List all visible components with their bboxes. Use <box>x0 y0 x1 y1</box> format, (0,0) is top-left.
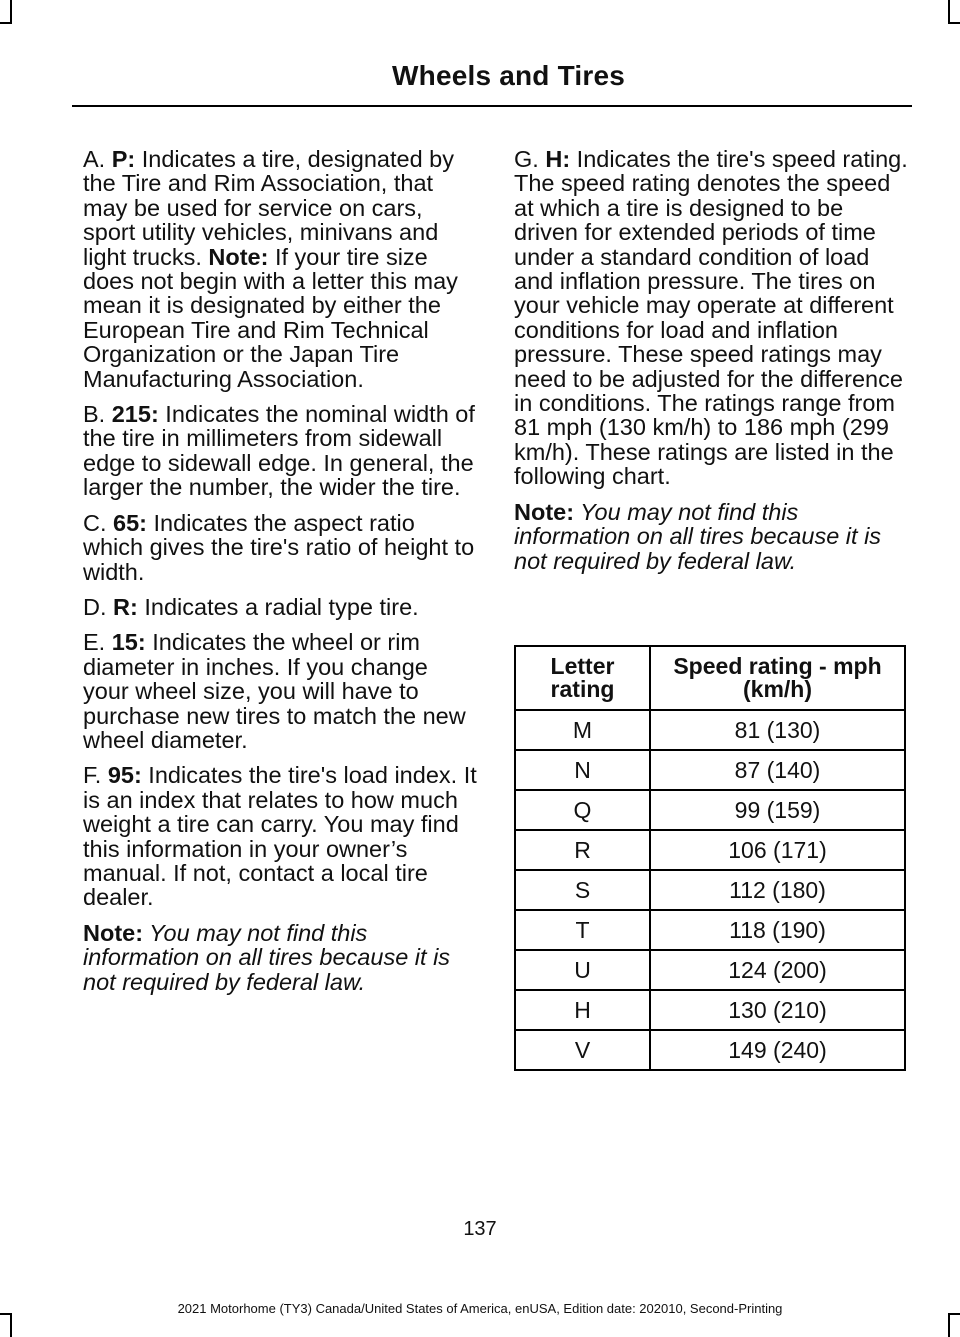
paragraph-c <box>83 511 478 584</box>
header-speed-rating: Speed rating - mph (km/h) <box>650 646 905 710</box>
crop-mark <box>10 0 12 22</box>
table-row <box>515 1030 905 1070</box>
inline-note-label: Note: <box>208 243 269 270</box>
item-text: Indicates the wheel or rim diameter in inches. If you change your wheel size, you will have to purchase new tires to match the new wheel diameter. <box>83 629 466 753</box>
paragraph-b <box>83 402 478 500</box>
item-key: R: <box>113 593 138 620</box>
item-text: Indicates the nominal width of the tire in millimeters from sidewall edge to sidewall edge. In general, the larger the number, the wider the tire. <box>83 401 475 501</box>
crop-mark <box>948 22 960 24</box>
left-note <box>83 921 478 994</box>
item-text: Indicates a tire, designated by the Tire and Rim Association, that may be used for service on cars, sport utility vehicles, minivans and light trucks. <box>83 146 454 270</box>
item-prefix: A. <box>83 146 112 172</box>
item-text: Indicates the tire's speed rating. The speed rating denotes the speed at which a tire is designed to be driven for extended periods of time under a standard condition of load and inflation pressure. The tires on your vehicle may operate at different conditions for load and inflation pressure. These speed ratings may need to be adjusted for the difference in conditions. The ratings range from 81 mph (130 km/h) to 186 mph (299 km/h). These ratings are listed in the following chart. <box>514 146 908 490</box>
crop-mark <box>948 0 950 22</box>
table-header-row <box>515 646 905 710</box>
item-text: Indicates a radial type tire. <box>137 593 419 620</box>
table-row <box>515 910 905 950</box>
item-text: Indicates the tire's load index. It is an index that relates to how much weight a tire can carry. You may find this information in your owner’s manual. If not, contact a local tire dealer. <box>83 762 477 911</box>
page-title: Wheels and Tires <box>392 60 625 91</box>
speed-cell: 106 (171) <box>650 830 905 870</box>
header-rule <box>72 105 912 107</box>
letter-cell: Q <box>515 790 650 830</box>
item-key: 95: <box>107 762 142 789</box>
item-key: H: <box>545 146 571 172</box>
table-row <box>515 950 905 990</box>
speed-cell: 118 (190) <box>650 910 905 950</box>
paragraph-a <box>83 147 478 391</box>
table-row <box>515 830 905 870</box>
letter-cell: S <box>515 870 650 910</box>
letter-cell: M <box>515 710 650 750</box>
crop-mark <box>0 22 12 24</box>
crop-mark <box>10 1315 12 1337</box>
item-key: 215: <box>111 401 159 428</box>
note-text: You may not find this information on all tires because it is not required by federal law. <box>83 919 451 995</box>
note-label: Note: <box>514 498 575 525</box>
table-row <box>515 710 905 750</box>
table-row <box>515 990 905 1030</box>
letter-cell: U <box>515 950 650 990</box>
item-prefix: F. <box>83 762 108 789</box>
item-key: P: <box>111 146 136 172</box>
right-note <box>514 500 909 573</box>
inline-note-text: If your tire size does not begin with a letter this may mean it is designated by either the European Tire and Rim Technical Organization or the Japan Tire Manufacturing Association. <box>83 243 458 392</box>
item-prefix: D. <box>83 593 114 620</box>
item-key: 65: <box>113 509 147 536</box>
speed-cell: 124 (200) <box>650 950 905 990</box>
note-text: You may not find this information on all tires because it is not required by federal law. <box>514 498 882 574</box>
speed-cell: 130 (210) <box>650 990 905 1030</box>
item-key: 15: <box>111 629 146 656</box>
crop-mark <box>948 1315 950 1337</box>
right-column <box>514 147 909 584</box>
table-row <box>515 790 905 830</box>
speed-rating-table <box>514 645 906 1071</box>
header-letter-rating: Letter rating <box>515 646 650 710</box>
item-prefix: B. <box>83 401 112 428</box>
item-prefix: E. <box>83 629 112 656</box>
table-row <box>515 750 905 790</box>
note-label: Note: <box>83 919 144 946</box>
page-number: 137 <box>463 1218 497 1240</box>
speed-cell: 99 (159) <box>650 790 905 830</box>
letter-cell: V <box>515 1030 650 1070</box>
letter-cell: H <box>515 990 650 1030</box>
item-prefix: C. <box>83 509 114 536</box>
letter-cell: N <box>515 750 650 790</box>
item-prefix: G. <box>514 146 546 172</box>
letter-cell: R <box>515 830 650 870</box>
paragraph-d <box>83 595 478 619</box>
table-row <box>515 870 905 910</box>
letter-cell: T <box>515 910 650 950</box>
speed-cell: 81 (130) <box>650 710 905 750</box>
speed-cell: 87 (140) <box>650 750 905 790</box>
item-text: Indicates the aspect ratio which gives the tire's ratio of height to width. <box>83 509 475 585</box>
left-column <box>83 147 478 1005</box>
paragraph-g <box>514 147 909 489</box>
speed-cell: 149 (240) <box>650 1030 905 1070</box>
paragraph-e <box>83 630 478 752</box>
speed-cell: 112 (180) <box>650 870 905 910</box>
paragraph-f <box>83 763 478 909</box>
footer-text: 2021 Motorhome (TY3) Canada/United States of America, enUSA, Edition date: 202010, Second-Printing <box>177 1301 783 1316</box>
